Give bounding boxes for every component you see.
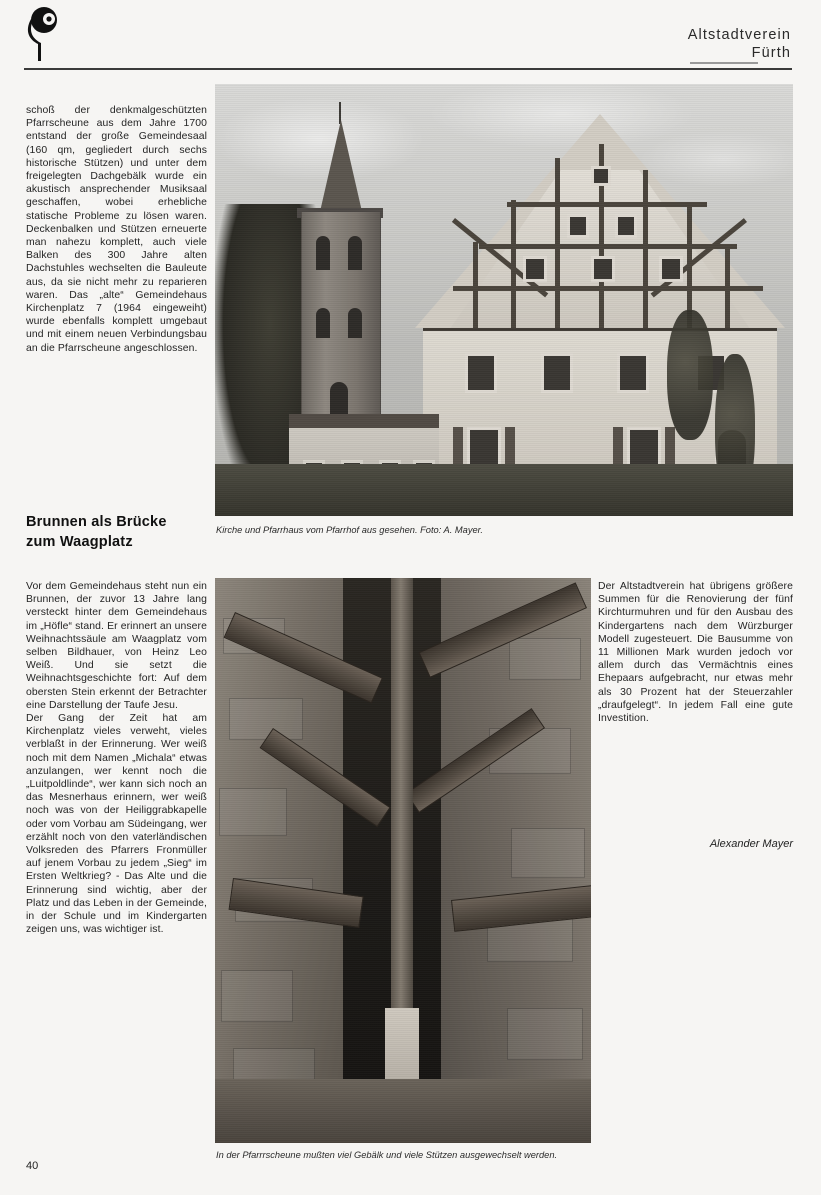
pfarrscheune-interior-caption: In der Pfarrrscheune mußten viel Gebälk und viele Stützen ausgewechselt werden. bbox=[216, 1150, 558, 1160]
paragraph-erinnerung: Der Gang der Zeit hat am Kirchenplatz vieles verweht, vieles verblaßt in der Erinnerung. Wer weiß noch mit dem Namen „Michala“ etwas anzulangen, wer kennt noch die „Luitpoldlinde“, wer kann sich noch an das Mesnerhaus erinnern, wer weiß noch was von der Heiliggrabkapelle oder vom Vorbau am Südeingang, wer erzählt noch von den vaterländischen Volksreden des Pfarrers Fronmüller auf jenem Vorbau zu jedem „Sieg“ im Ersten Weltkrieg? - Das Alte und die Erinnerung sind wichtig, aber der Platz und das Leben in der Gemeinde, in der Schule und im Kindergarten zeigen uns, was wichtiger ist. bbox=[26, 713, 207, 936]
article-left-column-top bbox=[26, 104, 207, 355]
gable-window bbox=[567, 214, 589, 238]
kirche-pfarrhaus-photo bbox=[215, 84, 793, 516]
tower-window bbox=[348, 308, 362, 338]
header-org-line2: Fürth bbox=[751, 45, 791, 61]
altstadtverein-logo bbox=[24, 6, 68, 62]
gable-beam bbox=[507, 202, 707, 207]
page-number: 40 bbox=[26, 1160, 39, 1172]
gable-window bbox=[523, 256, 547, 282]
tower-spire bbox=[319, 120, 363, 216]
header-title bbox=[688, 26, 791, 62]
article-author: Alexander Mayer bbox=[709, 838, 793, 850]
gable-post bbox=[473, 242, 478, 328]
header-rule-short bbox=[690, 62, 758, 64]
floor-area bbox=[215, 1079, 591, 1143]
gable-window bbox=[615, 214, 637, 238]
house-window bbox=[465, 353, 497, 393]
page-header bbox=[0, 0, 821, 78]
paragraph-brunnen: Vor dem Gemeindehaus steht nun ein Brunnen, der zuvor 13 Jahre lang versteckt hinter dem Gemeindehaus im „Höfle“ stand. Er erinnert an unsere Weihnachtssäule am Waagplatz vom selben Bildhauer, von Heinz Leo Weiß. Und sie setzt die Weihnachtsgeschichte fort: Auf dem obersten Stein erkennt der Betrachter eine Darstellung der Taufe Jesu. bbox=[26, 581, 207, 711]
ivy-growth bbox=[667, 310, 713, 440]
gable-beam bbox=[479, 244, 737, 249]
wall-stone bbox=[507, 1008, 583, 1060]
hedge-foreground bbox=[215, 464, 793, 516]
gable-post bbox=[643, 170, 648, 328]
tower-window bbox=[316, 308, 330, 338]
gable-window bbox=[591, 256, 615, 282]
gable-beam bbox=[453, 286, 763, 291]
wall-stone bbox=[219, 788, 287, 836]
tower-window bbox=[348, 236, 362, 270]
gable-post bbox=[725, 244, 730, 328]
wall-stone bbox=[221, 970, 293, 1022]
wall-stone bbox=[229, 698, 303, 740]
gable-window bbox=[659, 256, 683, 282]
house-window bbox=[541, 353, 573, 393]
header-org-line1: Altstadtverein bbox=[687, 27, 791, 43]
pfarrscheune-interior-photo bbox=[215, 578, 591, 1143]
gable-window bbox=[591, 166, 611, 186]
wall-stone bbox=[509, 638, 581, 680]
header-rule bbox=[24, 68, 792, 70]
paragraph-intro: schoß der denkmalgeschützten Pfarrscheune aus dem Jahre 1700 entstand der große Gemeindesaal (160 qm, gegliedert durch sechs historische Stützen) und unter dem freigelegten Dachgebälk wurde ein akustisch ansprechender Musiksaal geschaffen, wobei erhebliche statische Probleme zu lösen waren. Deckenbalken und Stützen erneuerte man nahezu komplett, auch viele Balken des 300 Jahre alten Dachstuhles wechselten die Bauleute aus, da sie nicht mehr zu reparieren waren. Das „alte“ Gemeindehaus Kirchenplatz 7 (1964 eingeweiht) wurde ebenfalls komplett umgebaut und mit einem neuen Verbindungsbau an die Pfarrscheune angeschlossen. bbox=[26, 105, 207, 354]
subheading-line2: zum Waagplatz bbox=[26, 534, 133, 550]
article-left-column-bottom bbox=[26, 580, 207, 1140]
half-timbered-house bbox=[415, 114, 785, 516]
house-window bbox=[617, 353, 649, 393]
subheading-line1: Brunnen als Brücke bbox=[26, 514, 167, 530]
tower-window bbox=[316, 236, 330, 270]
article-right-column bbox=[598, 580, 793, 725]
kirche-pfarrhaus-caption: Kirche und Pfarrhaus vom Pfarrhof aus gesehen. Foto: A. Mayer. bbox=[216, 525, 483, 535]
wall-stone bbox=[511, 828, 585, 878]
paragraph-altstadtverein: Der Altstadtverein hat übrigens größere Summen für die Renovierung der fünf Kirchturmuhren und für den Ausbau des Kindergartens nach dem Würzburger Modell zugesteuert. Die Bausumme von 11 Millionen Mark wurden jedoch vor allem durch das Vermächtnis eines Ehepaars aufgebracht, nur etwas mehr als 30 Prozent hat der Steuerzahler „draufgelegt“. In jedem Fall eine gute Investition. bbox=[598, 581, 793, 725]
section-subheading bbox=[26, 512, 210, 552]
gable-post bbox=[555, 158, 560, 328]
